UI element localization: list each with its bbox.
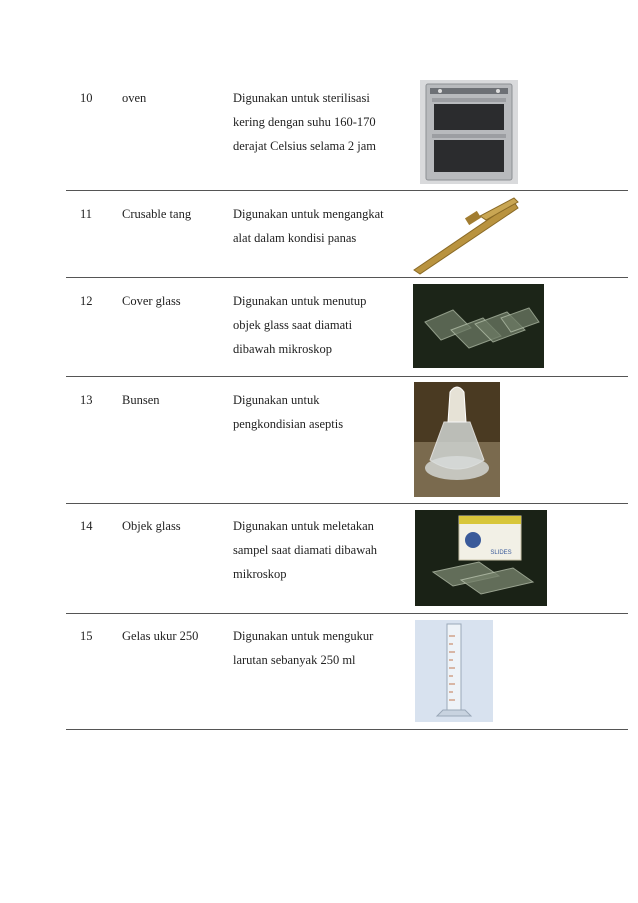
- row-number: 10: [80, 91, 93, 105]
- item-name: Cover glass: [122, 294, 181, 308]
- row-divider: [66, 376, 628, 377]
- bunsen-lamp-photo: [414, 382, 500, 497]
- row-divider: [66, 729, 628, 730]
- item-name: Crusable tang: [122, 207, 192, 221]
- oven-photo: [420, 80, 518, 184]
- cover-glass-photo: [413, 284, 544, 368]
- row-number: 11: [80, 207, 93, 221]
- row-number: 12: [80, 294, 93, 308]
- item-name: oven: [122, 91, 147, 105]
- slides-box-label: SLIDES: [490, 550, 512, 556]
- item-name: Bunsen: [122, 393, 160, 407]
- item-description: Digunakan untuk meletakan sampel saat diamati dibawah mikroskop: [233, 519, 378, 581]
- row-number: 15: [80, 629, 93, 643]
- row-divider: [66, 277, 628, 278]
- row-divider: [66, 503, 628, 504]
- crucible-tongs-photo: [410, 196, 522, 276]
- item-name: Gelas ukur 250: [122, 629, 199, 643]
- row-number: 13: [80, 393, 93, 407]
- row-number: 14: [80, 519, 93, 533]
- measuring-cylinder-photo: [415, 620, 493, 722]
- item-description: Digunakan untuk menutup objek glass saat diamati dibawah mikroskop: [233, 294, 367, 356]
- item-description: Digunakan untuk mengukur larutan sebanyak 250 ml: [233, 629, 374, 667]
- item-name: Objek glass: [122, 519, 181, 533]
- row-divider: [66, 190, 628, 191]
- row-divider: [66, 613, 628, 614]
- item-description: Digunakan untuk pengkondisian aseptis: [233, 393, 344, 431]
- item-description: Digunakan untuk sterilisasi kering dengan suhu 160-170 derajat Celsius selama 2 jam: [233, 91, 377, 153]
- item-description: Digunakan untuk mengangkat alat dalam kondisi panas: [233, 207, 384, 245]
- object-glass-photo: [415, 510, 547, 606]
